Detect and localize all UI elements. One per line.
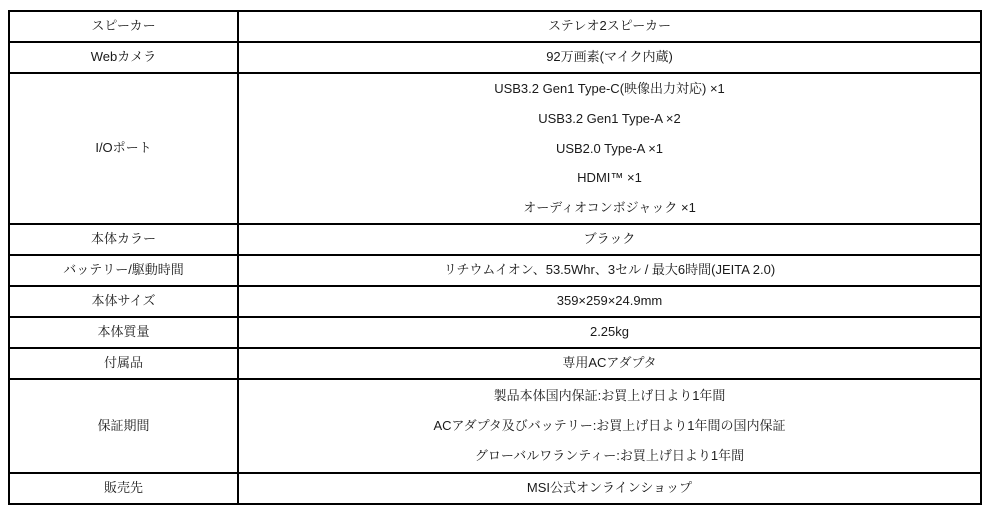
spec-value: ブラック bbox=[238, 224, 981, 255]
spec-label: 保証期間 bbox=[9, 379, 238, 473]
table-row-body-size bbox=[9, 286, 981, 317]
spec-value: ステレオ2スピーカー bbox=[238, 11, 981, 42]
spec-value: 2.25kg bbox=[238, 317, 981, 348]
spec-label: バッテリー/駆動時間 bbox=[9, 255, 238, 286]
spec-value-line: HDMI™ ×1 bbox=[577, 170, 642, 186]
table-row-body-weight bbox=[9, 317, 981, 348]
spec-label: 販売先 bbox=[9, 473, 238, 504]
spec-value: 92万画素(マイク内蔵) bbox=[238, 42, 981, 73]
spec-value-line: 製品本体国内保証:お買上げ日より1年間 bbox=[493, 388, 726, 404]
spec-label: 本体カラー bbox=[9, 224, 238, 255]
table-row-speaker bbox=[9, 11, 981, 42]
spec-value-line: ACアダプタ及びバッテリー:お買上げ日より1年間の国内保証 bbox=[433, 418, 786, 434]
spec-value-line: USB3.2 Gen1 Type-C(映像出力対応) ×1 bbox=[494, 81, 725, 96]
spec-value: リチウムイオン、53.5Whr、3セル / 最大6時間(JEITA 2.0) bbox=[238, 255, 981, 286]
spec-table bbox=[8, 10, 982, 505]
spec-label: I/Oポート bbox=[9, 73, 238, 224]
table-row-battery bbox=[9, 255, 981, 286]
spec-value bbox=[238, 379, 981, 473]
spec-label: 本体質量 bbox=[9, 317, 238, 348]
spec-value-line: USB2.0 Type-A ×1 bbox=[555, 140, 664, 156]
table-row-accessories bbox=[9, 348, 981, 379]
spec-value-line: USB3.2 Gen1 Type-A ×2 bbox=[538, 110, 681, 126]
spec-value-line: オーディオコンボジャック ×1 bbox=[523, 200, 696, 216]
spec-value: MSI公式オンラインショップ bbox=[238, 473, 981, 504]
spec-value bbox=[238, 73, 981, 224]
spec-label: スピーカー bbox=[9, 11, 238, 42]
table-row-seller bbox=[9, 473, 981, 504]
table-row-warranty bbox=[9, 379, 981, 473]
spec-label: 本体サイズ bbox=[9, 286, 238, 317]
spec-value: 359×259×24.9mm bbox=[238, 286, 981, 317]
table-row-io-ports bbox=[9, 73, 981, 224]
spec-value: 専用ACアダプタ bbox=[238, 348, 981, 379]
table-row-body-color bbox=[9, 224, 981, 255]
table-row-webcam bbox=[9, 42, 981, 73]
spec-label: 付属品 bbox=[9, 348, 238, 379]
spec-label: Webカメラ bbox=[9, 42, 238, 73]
spec-value-line: グローバルワランティー:お買上げ日より1年間 bbox=[474, 447, 745, 463]
